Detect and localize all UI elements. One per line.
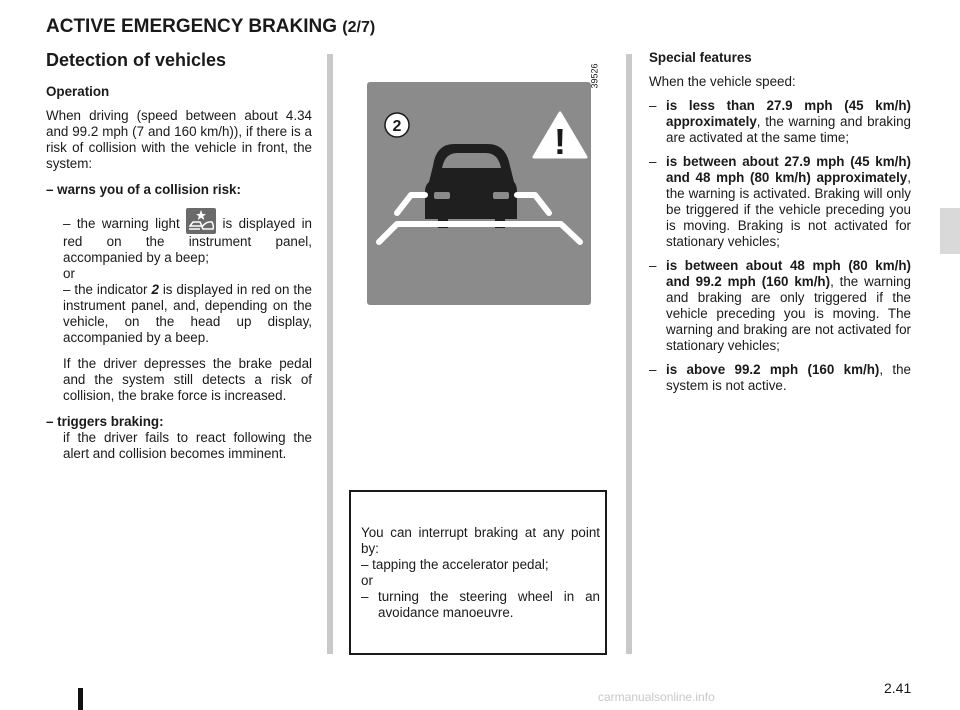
car-icon xyxy=(425,144,517,228)
or-text-1: or xyxy=(63,266,75,281)
page-title-text: ACTIVE EMERGENCY BRAKING xyxy=(46,16,338,37)
indicator-pre: – the indicator xyxy=(63,282,148,297)
triggers-label: – triggers braking: xyxy=(46,414,164,429)
speed-item: – is between about 27.9 mph (45 km/h) and 48 mph (80 km/h) approximately, the warning is activated. Braking will only be triggered if the vehicle preceding you is moving. Braking is not activated for stationary vehicles; xyxy=(649,154,911,249)
warning-triangle-icon xyxy=(534,113,586,162)
ref-code-text: 39526 xyxy=(589,63,600,89)
section-tab-marker xyxy=(940,208,960,254)
speed-item-bold: is between about 27.9 mph (45 km/h) and 48 mph (80 km/h) approximately xyxy=(666,154,911,185)
page-title xyxy=(46,16,375,38)
speed-item-text: , the warning and braking are only triggered if the vehicle preceding you is moving. The warning and braking are not activated for stationary vehicles; xyxy=(666,274,911,353)
note-item2-dash: – xyxy=(361,589,369,604)
warns-details xyxy=(46,208,312,404)
note-item2-text: turning the steering wheel in an avoidance manoeuvre. xyxy=(378,589,600,620)
left-separator xyxy=(327,54,333,654)
note-or: or xyxy=(361,573,373,588)
callout-number-badge xyxy=(385,113,409,137)
speed-item-text: , the system is not active. xyxy=(666,362,912,393)
special-features-intro: When the vehicle speed: xyxy=(649,74,796,89)
note-box xyxy=(349,490,607,655)
left-column xyxy=(46,84,312,462)
right-separator xyxy=(626,54,632,654)
brake-pedal-paragraph: If the driver depresses the brake pedal and the system still detects a risk of collision, the brake force is increased. xyxy=(63,356,312,403)
indicator-paragraph xyxy=(63,282,312,346)
speed-item: – is between about 48 mph (80 km/h) and 99.2 mph (160 km/h), the warning and braking are only triggered if the vehicle preceding you is moving. The warning and braking are not activated for stationary vehicles; xyxy=(649,258,911,353)
warning-light-pre: – the warning light xyxy=(63,216,180,231)
watermark: carmanualsonline.info xyxy=(598,690,715,704)
page-number: 2.41 xyxy=(884,680,912,696)
speed-item-bold: is above 99.2 mph (160 km/h) xyxy=(666,362,880,377)
speed-item-text: , the warning is activated. Braking will only be triggered if the vehicle preceding you is moving. Braking is not activated for stationary vehicles; xyxy=(666,170,911,249)
speed-item-bold: is less than 27.9 mph (45 km/h) approximately xyxy=(666,98,911,129)
note-item2 xyxy=(361,589,600,621)
warning-symbol: ! xyxy=(554,121,566,162)
note-line1: You can interrupt braking at any point by: xyxy=(361,525,600,556)
special-features-heading: Special features xyxy=(649,50,752,65)
section-heading: Detection of vehicles xyxy=(46,50,227,70)
speed-item-bold: is between about 48 mph (80 km/h) and 99.2 mph (160 km/h) xyxy=(666,258,911,289)
speed-item: – is less than 27.9 mph (45 km/h) approximately, the warning and braking are activated at the same time; xyxy=(649,98,911,145)
warning-light-post: is displayed in red on the instrument panel, accompanied by a beep; xyxy=(63,216,312,265)
warns-label: – warns you of a collision risk: xyxy=(46,182,241,197)
warning-light-paragraph xyxy=(63,208,312,266)
indicator-post: is displayed in red on the instrument panel, and, depending on the vehicle, on the head up display, accompanied by a beep. xyxy=(63,282,312,345)
illustration xyxy=(367,82,591,305)
collision-warning-icon xyxy=(186,208,216,234)
callout-number: 2 xyxy=(392,118,402,135)
operation-intro: When driving (speed between about 4.34 and 99.2 mph (7 and 160 km/h)), if there is a risk of collision with the vehicle in front, the system: xyxy=(46,108,312,171)
page-title-part: (2/7) xyxy=(342,19,376,36)
indicator-ref: 2 xyxy=(151,282,159,297)
illustration-ref-code xyxy=(588,56,602,96)
right-column xyxy=(649,50,911,394)
operation-heading: Operation xyxy=(46,84,110,99)
speed-item: – is above 99.2 mph (160 km/h), the system is not active. xyxy=(649,362,912,393)
speed-item-text: , the warning and braking are activated at the same time; xyxy=(666,114,911,145)
note-item1: – tapping the accelerator pedal; xyxy=(361,557,549,572)
triggers-text: if the driver fails to react following the alert and collision becomes imminent. xyxy=(63,430,312,461)
corner-mark xyxy=(78,688,83,710)
